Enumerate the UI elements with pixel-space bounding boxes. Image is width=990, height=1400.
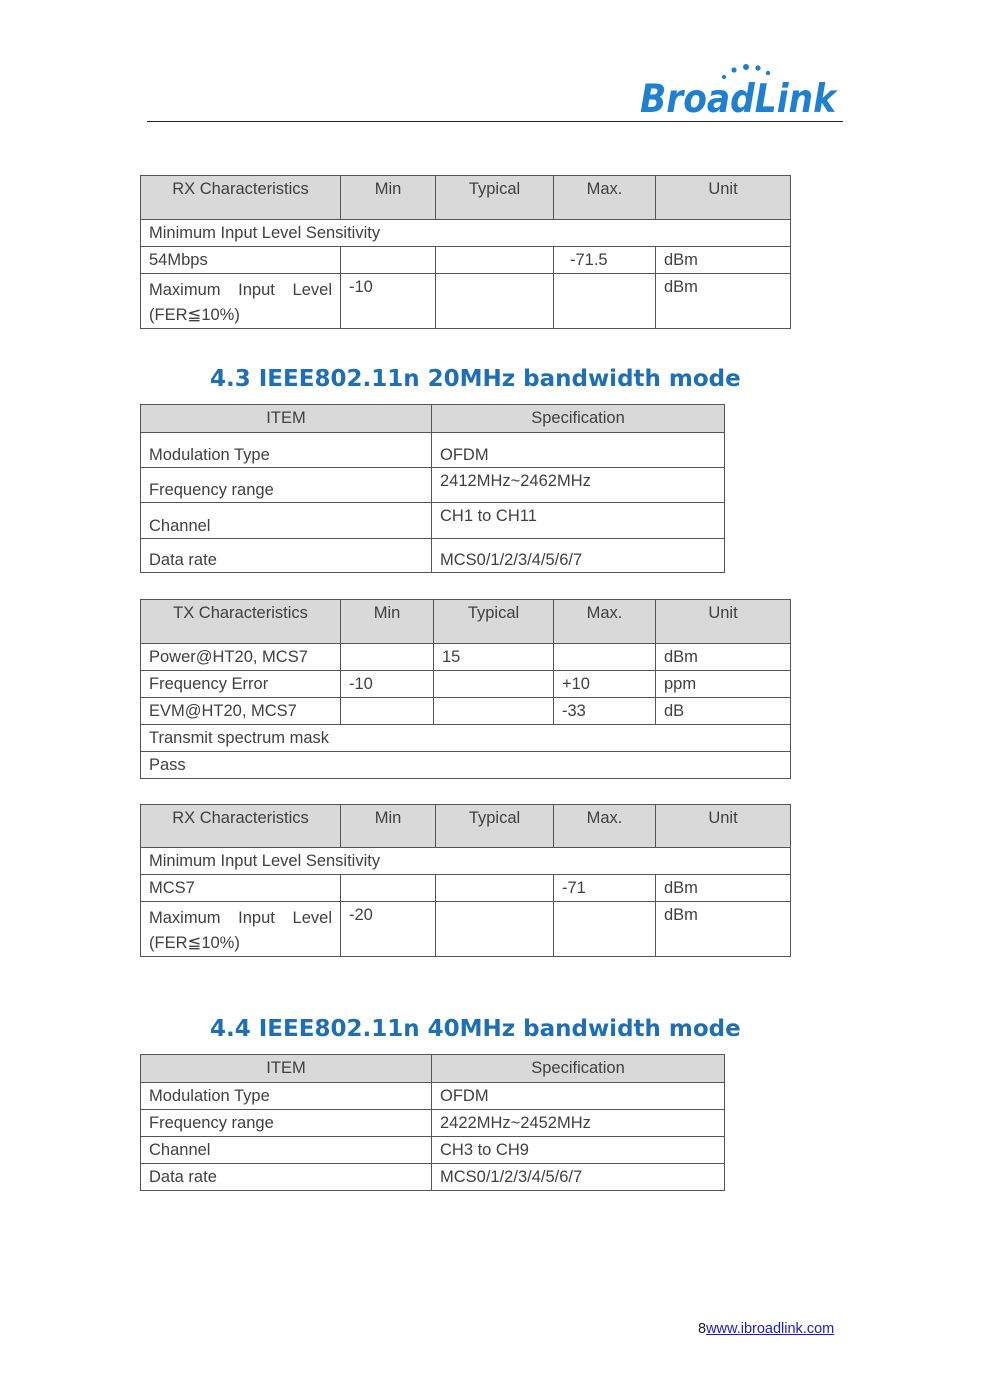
- table-cell: 15: [434, 644, 554, 671]
- table-cell: Power@HT20, MCS7: [141, 644, 341, 671]
- col-header: Max.: [554, 805, 656, 848]
- col-header: Min: [341, 600, 434, 644]
- col-header: Typical: [436, 805, 554, 848]
- tx-characteristics-table-20mhz: [140, 599, 791, 779]
- table-cell: Channel: [141, 503, 432, 539]
- table-cell: 2412MHz~2462MHz: [432, 468, 725, 503]
- col-header: Max.: [554, 176, 656, 220]
- table-cell: -10: [341, 671, 434, 698]
- item-spec-table-20mhz: [140, 404, 725, 573]
- logo-dot: [755, 65, 760, 70]
- table-cell: OFDM: [432, 1083, 725, 1110]
- table-cell: dBm: [656, 644, 791, 671]
- section-row: Transmit spectrum mask: [141, 725, 791, 752]
- logo-dot: [766, 71, 770, 75]
- cell-line: (FER≦10%): [149, 934, 240, 952]
- col-header: Unit: [656, 805, 791, 848]
- cell-line: Maximum Input Level: [149, 281, 332, 299]
- logo-dot: [743, 64, 749, 70]
- broadlink-logo: [640, 62, 840, 118]
- col-header: Specification: [432, 1055, 725, 1083]
- cell-line: Maximum Input Level: [149, 909, 332, 927]
- col-header: ITEM: [141, 405, 432, 433]
- table-cell: [434, 698, 554, 725]
- table-cell: MCS7: [141, 875, 341, 902]
- col-header: ITEM: [141, 1055, 432, 1083]
- page-footer: [698, 1321, 834, 1337]
- table-cell: [141, 274, 341, 329]
- table-cell: dBm: [656, 875, 791, 902]
- table-cell: dBm: [656, 247, 791, 274]
- col-header: Typical: [434, 600, 554, 644]
- table-cell: -71: [554, 875, 656, 902]
- table-cell: CH3 to CH9: [432, 1137, 725, 1164]
- table-cell: CH1 to CH11: [432, 503, 725, 539]
- logo-wordmark: BroadLink: [640, 77, 838, 118]
- table-cell: dBm: [656, 274, 791, 329]
- col-header: Max.: [554, 600, 656, 644]
- rx-characteristics-table-1: [140, 175, 791, 329]
- col-header: Unit: [656, 600, 791, 644]
- col-header: TX Characteristics: [141, 600, 341, 644]
- table-cell: [341, 247, 436, 274]
- table-cell: [554, 902, 656, 957]
- col-header: Min: [341, 176, 436, 220]
- table-cell: [341, 698, 434, 725]
- item-spec-table-40mhz: [140, 1054, 725, 1191]
- page-number: 8: [698, 1321, 707, 1337]
- col-header: Specification: [432, 405, 725, 433]
- table-cell: [436, 274, 554, 329]
- table-cell: -33: [554, 698, 656, 725]
- table-cell: dB: [656, 698, 791, 725]
- table-cell: dBm: [656, 902, 791, 957]
- table-cell: Frequency Error: [141, 671, 341, 698]
- section-row: Pass: [141, 752, 791, 779]
- table-cell: Data rate: [141, 1164, 432, 1191]
- table-cell: 54Mbps: [141, 247, 341, 274]
- col-header: RX Characteristics: [141, 176, 341, 220]
- col-header: Typical: [436, 176, 554, 220]
- website-link[interactable]: www.ibroadlink.com: [706, 1321, 835, 1337]
- table-cell: [436, 875, 554, 902]
- table-cell: -20: [341, 902, 436, 957]
- rx-characteristics-table-20mhz: [140, 804, 791, 957]
- table-cell: OFDM: [432, 433, 725, 468]
- table-cell: Frequency range: [141, 468, 432, 503]
- logo-dot: [731, 67, 736, 72]
- table-cell: [554, 274, 656, 329]
- cell-line: (FER≦10%): [149, 306, 240, 324]
- section-heading-4-3: 4.3 IEEE802.11n 20MHz bandwidth mode: [210, 366, 741, 392]
- table-cell: 2422MHz~2452MHz: [432, 1110, 725, 1137]
- table-cell: [141, 902, 341, 957]
- col-header: Unit: [656, 176, 791, 220]
- table-cell: [554, 644, 656, 671]
- col-header: Min: [341, 805, 436, 848]
- section-row: Minimum Input Level Sensitivity: [141, 848, 791, 875]
- header-divider: [147, 121, 843, 122]
- table-cell: [436, 247, 554, 274]
- table-cell: EVM@HT20, MCS7: [141, 698, 341, 725]
- table-cell: [341, 644, 434, 671]
- table-cell: +10: [554, 671, 656, 698]
- table-cell: -10: [341, 274, 436, 329]
- table-cell: ppm: [656, 671, 791, 698]
- table-cell: Frequency range: [141, 1110, 432, 1137]
- section-heading-4-4: 4.4 IEEE802.11n 40MHz bandwidth mode: [210, 1016, 741, 1042]
- table-cell: Modulation Type: [141, 433, 432, 468]
- table-cell: Channel: [141, 1137, 432, 1164]
- table-cell: Modulation Type: [141, 1083, 432, 1110]
- table-cell: [436, 902, 554, 957]
- table-cell: [434, 671, 554, 698]
- section-row: Minimum Input Level Sensitivity: [141, 220, 791, 247]
- col-header: RX Characteristics: [141, 805, 341, 848]
- table-cell: [341, 875, 436, 902]
- table-cell: Data rate: [141, 539, 432, 573]
- table-cell: MCS0/1/2/3/4/5/6/7: [432, 1164, 725, 1191]
- table-cell: -71.5: [554, 247, 656, 274]
- table-cell: MCS0/1/2/3/4/5/6/7: [432, 539, 725, 573]
